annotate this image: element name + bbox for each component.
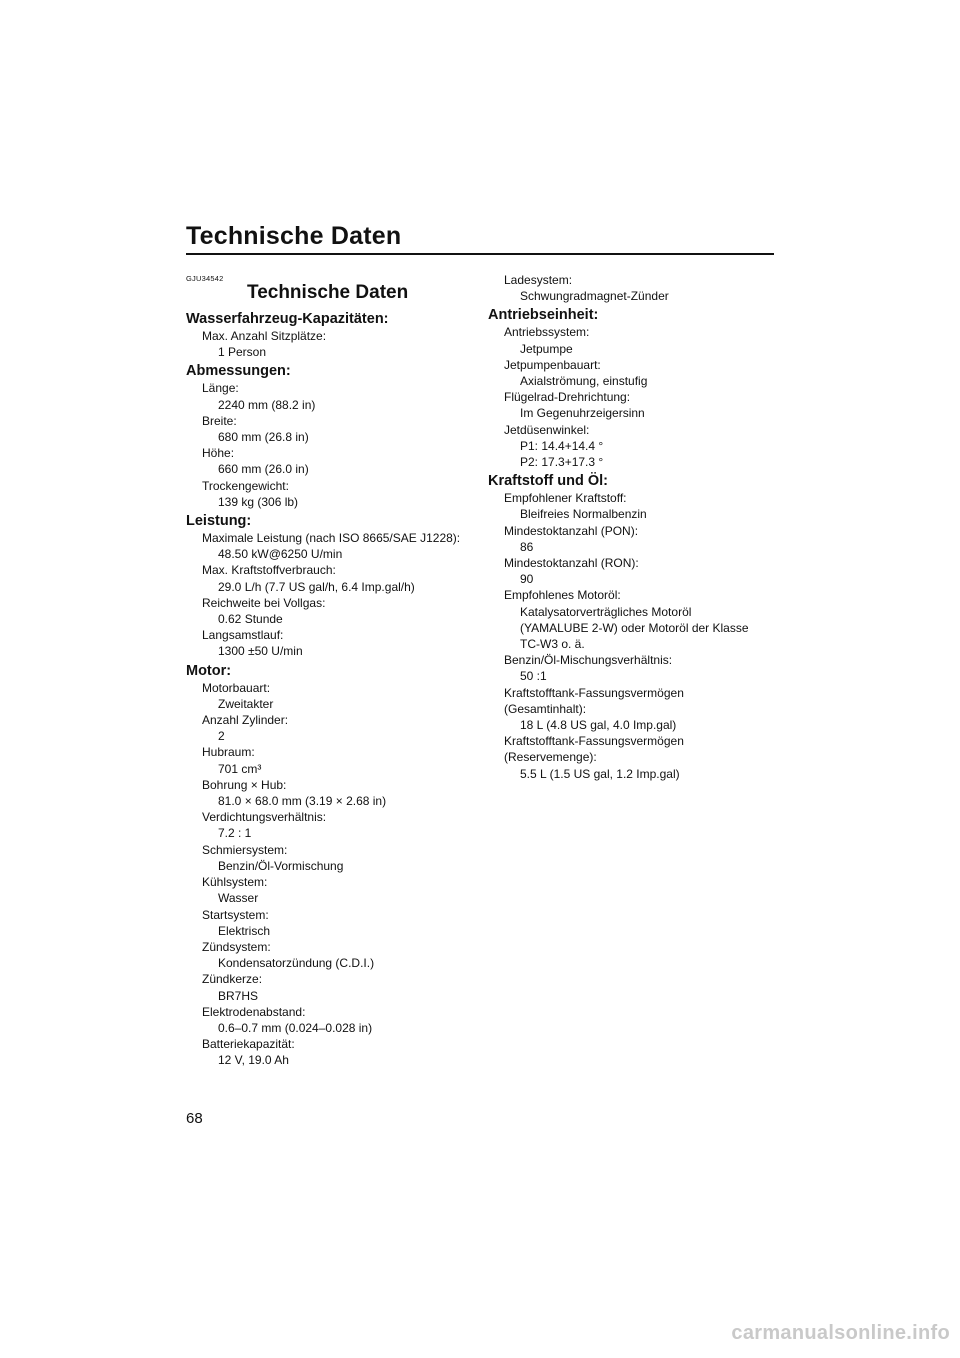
header-rule — [186, 253, 774, 255]
watermark: carmanualsonline.info — [731, 1322, 950, 1344]
spec-value: P1: 14.4+14.4 ° — [520, 438, 604, 453]
section-heading: Wasserfahrzeug-Kapazitäten: — [186, 311, 389, 327]
spec-value: 660 mm (26.0 in) — [218, 462, 309, 477]
spec-value: BR7HS — [218, 988, 259, 1003]
spec-value: 81.0 × 68.0 mm (3.19 × 2.68 in) — [218, 794, 387, 809]
spec-value: 86 — [520, 539, 534, 554]
spec-value: Kondensatorzündung (C.D.I.) — [218, 956, 375, 971]
spec-value: 90 — [520, 572, 534, 587]
spec-label: Jetpumpenbauart: — [504, 357, 601, 372]
spec-value: 0.6–0.7 mm (0.024–0.028 in) — [218, 1020, 373, 1035]
spec-label: Anzahl Zylinder: — [202, 713, 289, 728]
spec-value: 5.5 L (1.5 US gal, 1.2 Imp.gal) — [520, 766, 680, 781]
spec-label: (Reservemenge): — [504, 750, 597, 765]
spec-value: Zweitakter — [218, 696, 274, 711]
section-heading: Motor: — [186, 662, 232, 679]
spec-value: 2 — [218, 729, 225, 744]
spec-label: Höhe: — [202, 446, 235, 461]
spec-label: Kraftstofftank-Fassungsvermögen — [504, 685, 684, 700]
spec-label: Verdichtungsverhältnis: — [202, 810, 327, 825]
spec-label: Reichweite bei Vollgas: — [202, 595, 326, 610]
spec-label: Hubraum: — [202, 745, 255, 760]
section-code: GJU34542 — [186, 274, 224, 283]
spec-value: 1 Person — [218, 345, 267, 360]
title-block — [186, 270, 486, 303]
spec-value: Im Gegenuhrzeigersinn — [520, 406, 645, 421]
main-title: Technische Daten — [247, 282, 409, 303]
right-column — [488, 272, 788, 782]
spec-label: Länge: — [202, 381, 239, 396]
spec-label: Antriebssystem: — [504, 325, 590, 340]
spec-value: 680 mm (26.8 in) — [218, 430, 309, 445]
spec-label: Ladesystem: — [504, 273, 573, 287]
spec-label: Empfohlenes Motoröl: — [504, 588, 621, 603]
spec-label: Startsystem: — [202, 907, 269, 922]
spec-label: Mindestoktanzahl (RON): — [504, 556, 639, 571]
spec-label: Trockengewicht: — [202, 478, 289, 493]
spec-value: Bleifreies Normalbenzin — [520, 507, 647, 522]
spec-value: 29.0 L/h (7.7 US gal/h, 6.4 Imp.gal/h) — [218, 579, 415, 594]
spec-label: Maximale Leistung (nach ISO 8665/SAE J1228): — [202, 531, 461, 546]
page-header-title: Technische Daten — [186, 222, 402, 250]
spec-label: Max. Kraftstoffverbrauch: — [202, 563, 336, 578]
spec-label: Flügelrad-Drehrichtung: — [504, 390, 631, 405]
spec-value: Benzin/Öl-Vormischung — [218, 858, 344, 873]
spec-label: Zündkerze: — [202, 972, 263, 987]
spec-label: Empfohlener Kraftstoff: — [504, 491, 627, 506]
spec-label: Mindestoktanzahl (PON): — [504, 523, 639, 538]
spec-value: 0.62 Stunde — [218, 612, 283, 627]
spec-label: Batteriekapazität: — [202, 1037, 295, 1052]
spec-value: 50 :1 — [520, 669, 547, 684]
spec-label: Breite: — [202, 413, 237, 428]
spec-value: Wasser — [218, 891, 259, 906]
spec-label: Motorbauart: — [202, 680, 271, 695]
spec-value: Jetpumpe — [520, 341, 573, 356]
spec-label: Max. Anzahl Sitzplätze: — [202, 329, 327, 343]
spec-label: (Gesamtinhalt): — [504, 701, 587, 716]
spec-label: Zündsystem: — [202, 939, 271, 954]
page-number: 68 — [186, 1110, 203, 1127]
spec-value: 12 V, 19.0 Ah — [218, 1053, 289, 1068]
spec-label: Benzin/Öl-Mischungsverhältnis: — [504, 653, 673, 668]
section-heading: Abmessungen: — [186, 363, 291, 380]
spec-label: Schmiersystem: — [202, 842, 288, 857]
section-heading: Leistung: — [186, 513, 252, 530]
spec-label: Kühlsystem: — [202, 875, 268, 890]
spec-value: Schwungradmagnet-Zünder — [520, 289, 669, 304]
section-heading: Antriebseinheit: — [488, 307, 599, 324]
spec-label: Kraftstofftank-Fassungsvermögen — [504, 734, 684, 749]
left-column — [186, 270, 486, 1069]
spec-value: 7.2 : 1 — [218, 826, 252, 841]
spec-value: 701 cm³ — [218, 761, 262, 776]
spec-value: 139 kg (306 lb) — [218, 494, 299, 509]
section-heading: Kraftstoff und Öl: — [488, 473, 609, 490]
spec-value: 18 L (4.8 US gal, 4.0 Imp.gal) — [520, 718, 677, 733]
spec-value: Axialströmung, einstufig — [520, 374, 648, 389]
spec-value: (YAMALUBE 2-W) oder Motoröl der Klasse — [520, 620, 749, 635]
spec-value: 48.50 kW@6250 U/min — [218, 547, 343, 562]
spec-label: Jetdüsenwinkel: — [504, 422, 590, 437]
spec-value: 1300 ±50 U/min — [218, 644, 303, 659]
spec-label: Langsamstlauf: — [202, 628, 284, 643]
spec-value: 2240 mm (88.2 in) — [218, 397, 316, 412]
spec-label: Elektrodenabstand: — [202, 1004, 306, 1019]
spec-label: Bohrung × Hub: — [202, 777, 287, 792]
spec-value: Katalysatorverträgliches Motoröl — [520, 604, 692, 619]
spec-value: Elektrisch — [218, 923, 271, 938]
spec-value: TC-W3 o. ä. — [520, 637, 585, 652]
spec-value: P2: 17.3+17.3 ° — [520, 455, 604, 470]
